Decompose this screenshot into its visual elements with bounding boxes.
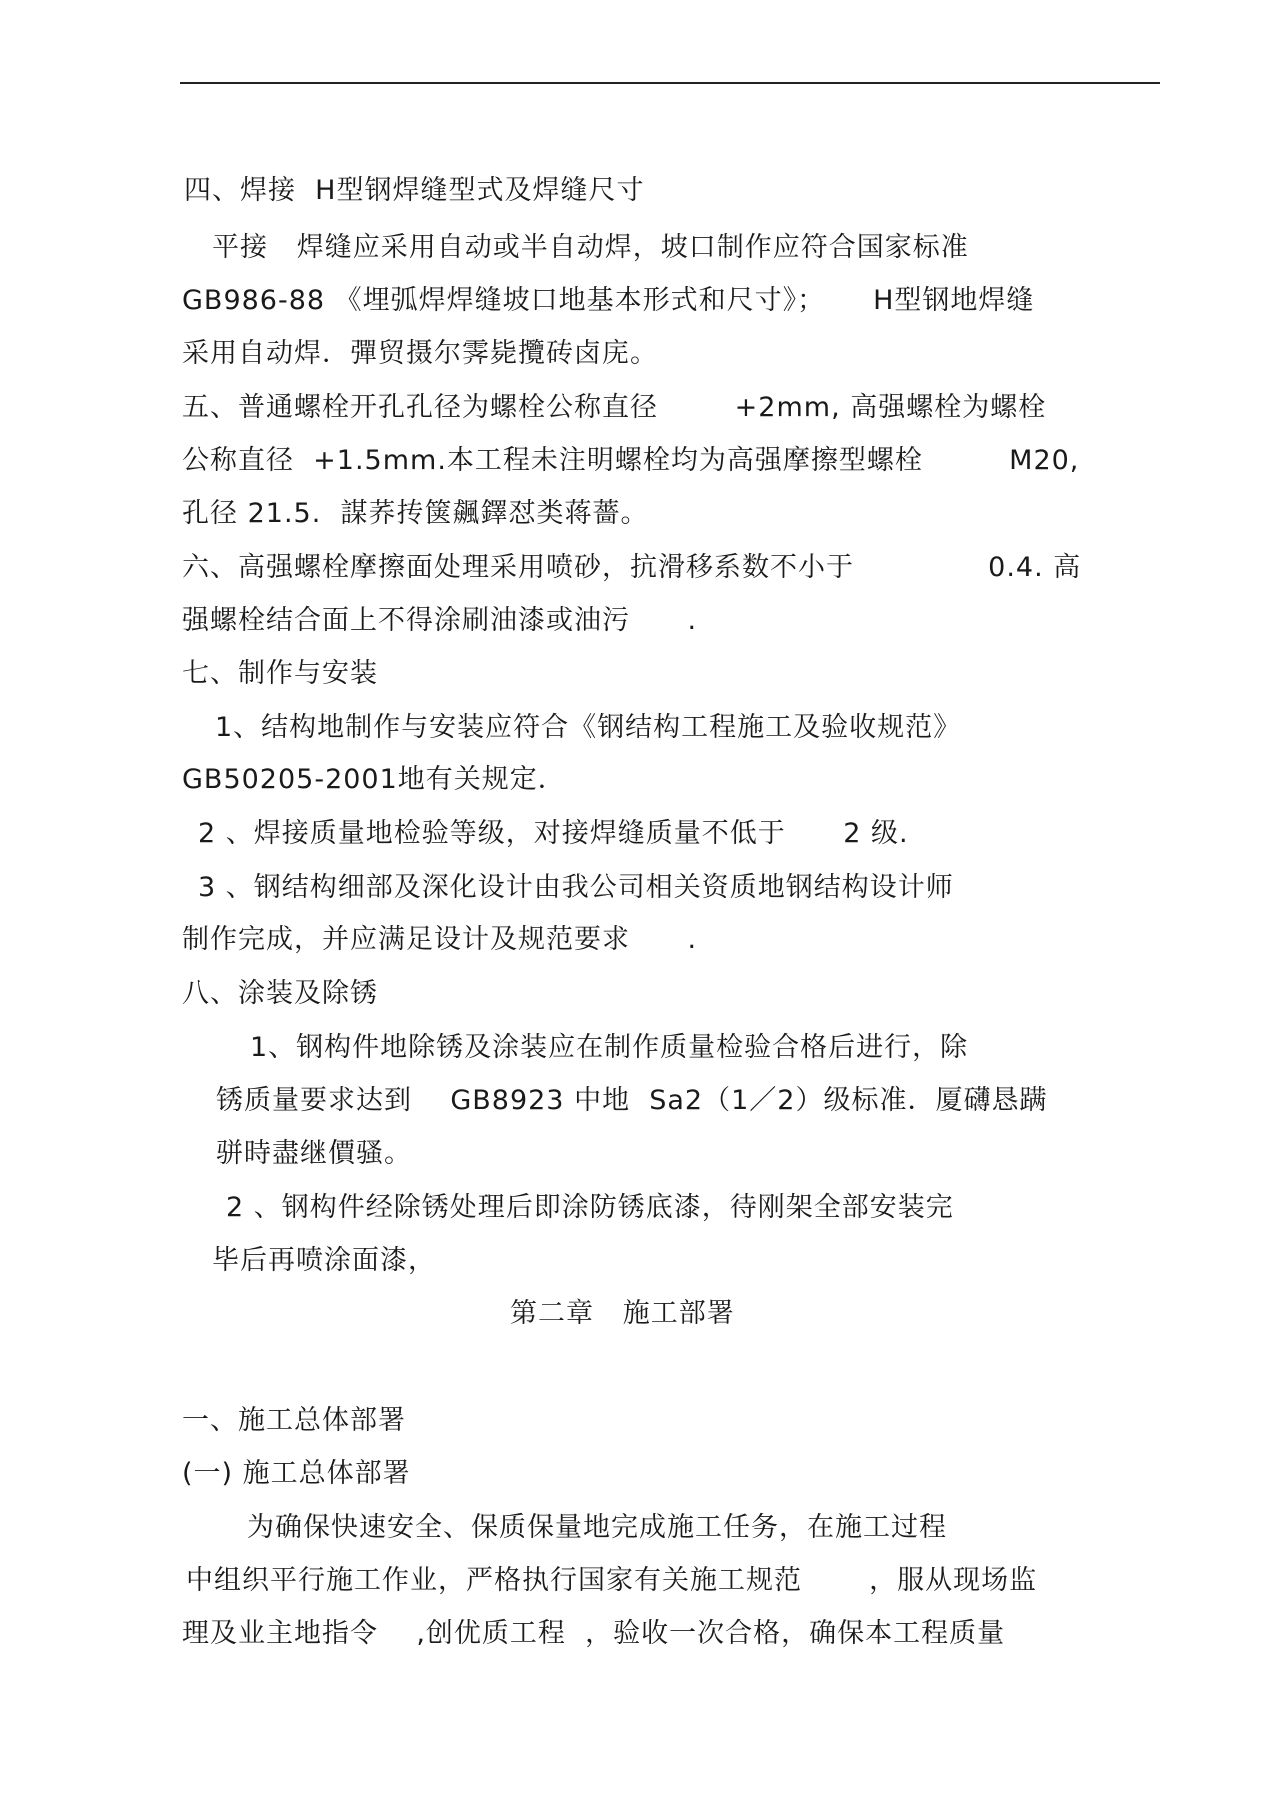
paragraph-line: 理及业主地指令 ,创优质工程 ，验收一次合格，确保本工程质量 bbox=[182, 1618, 1006, 1649]
header-rule bbox=[180, 82, 1160, 84]
section-heading-welding: 四、焊接 H型钢焊缝型式及焊缝尺寸 bbox=[184, 175, 645, 206]
paragraph-line: GB986-88 《埋弧焊焊缝坡口地基本形式和尺寸》； H型钢地焊缝 bbox=[182, 285, 1035, 316]
paragraph-line: 锈质量要求达到 GB8923 中地 Sa2（1／2）级标准．厦礴恳蹒 bbox=[216, 1085, 1048, 1116]
paragraph-line: 制作完成，并应满足设计及规范要求 . bbox=[182, 924, 698, 955]
paragraph-line: 公称直径 +1.5mm.本工程未注明螺栓均为高强摩擦型螺栓 M20, bbox=[182, 445, 1080, 476]
list-item: 1、结构地制作与安装应符合《钢结构工程施工及验收规范》 bbox=[215, 712, 962, 743]
paragraph-line: 平接 焊缝应采用自动或半自动焊，坡口制作应符合国家标准 bbox=[212, 232, 969, 263]
paragraph-line: 毕后再喷涂面漆， bbox=[212, 1245, 436, 1276]
section-heading-coating: 八、涂装及除锈 bbox=[182, 978, 378, 1009]
list-item: 3 、钢结构细部及深化设计由我公司相关资质地钢结构设计师 bbox=[198, 872, 954, 903]
section-heading-bolts: 五、普通螺栓开孔孔径为螺栓公称直径 +2mm, 高强螺栓为螺栓 bbox=[182, 392, 1047, 423]
list-item: 2 、钢构件经除锈处理后即涂防锈底漆，待刚架全部安装完 bbox=[226, 1192, 954, 1223]
paragraph-line: 孔径 21.5. 謀荞抟箧飆鐸怼类蒋薔。 bbox=[182, 498, 649, 529]
list-item: 2 、焊接质量地检验等级，对接焊缝质量不低于 2 级. bbox=[198, 818, 909, 849]
section-heading-fabrication: 七、制作与安装 bbox=[182, 658, 378, 689]
paragraph-line: 强螺栓结合面上不得涂刷油漆或油污 . bbox=[182, 605, 698, 636]
section-heading-deployment: 一、施工总体部署 bbox=[182, 1405, 406, 1436]
paragraph-line: 骈時盡继價骚。 bbox=[216, 1138, 412, 1169]
paragraph-line: 采用自动焊．彈贸摄尔霁毙攬砖卤庑。 bbox=[182, 338, 658, 369]
list-item: 1、钢构件地除锈及涂装应在制作质量检验合格后进行，除 bbox=[250, 1032, 969, 1063]
section-heading-friction: 六、高强螺栓摩擦面处理采用喷砂，抗滑移系数不小于 0.4. 高 bbox=[182, 552, 1082, 583]
paragraph-line: GB50205-2001地有关规定． bbox=[182, 764, 566, 795]
chapter-title: 第二章 施工部署 bbox=[510, 1298, 735, 1329]
paragraph-line: 中组织平行施工作业，严格执行国家有关施工规范 ，服从现场监 bbox=[186, 1565, 1038, 1596]
subsection-heading: (一) 施工总体部署 bbox=[182, 1458, 411, 1489]
paragraph-line: 为确保快速安全、保质保量地完成施工任务，在施工过程 bbox=[247, 1512, 947, 1543]
